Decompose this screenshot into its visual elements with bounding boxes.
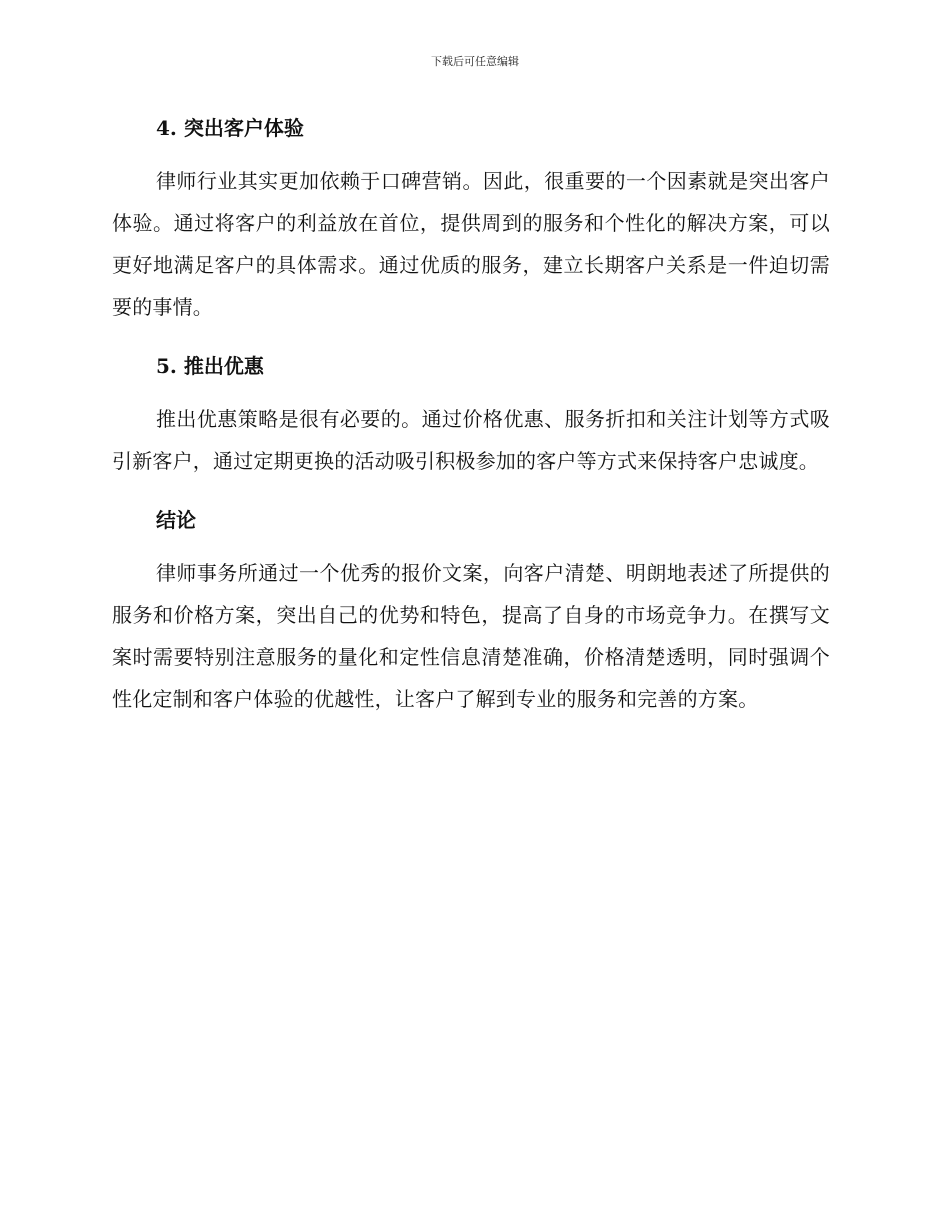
section-paragraph-conclusion: 律师事务所通过一个优秀的报价文案，向客户清楚、明朗地表述了所提供的服务和价格方案，突出自己的优势和特色，提高了自身的市场竞争力。在撰写文案时需要特别注意服务的量化和定性信息清楚准确，价格清楚透明，同时强调个性化定制和客户体验的优越性，让客户了解到专业的服务和完善的方案。 <box>112 561 830 711</box>
section-paragraph-promotions: 推出优惠策略是很有必要的。通过价格优惠、服务折扣和关注计划等方式吸引新客户，通过定期更换的活动吸引积极参加的客户等方式来保持客户忠诚度。 <box>112 407 830 473</box>
section-heading-promotions: 5. 推出优惠 <box>156 354 264 378</box>
section-paragraph-customer-experience: 律师行业其实更加依赖于口碑营销。因此，很重要的一个因素就是突出客户体验。通过将客户的利益放在首位，提供周到的服务和个性化的解决方案，可以更好地满足客户的具体需求。通过优质的服务，建立长期客户关系是一件迫切需要的事情。 <box>112 169 830 319</box>
page-header: 下载后可任意编辑 <box>431 55 519 68</box>
document-body <box>112 108 830 720</box>
section-heading-conclusion: 结论 <box>156 508 196 532</box>
section-heading-customer-experience: 4. 突出客户体验 <box>156 116 304 140</box>
